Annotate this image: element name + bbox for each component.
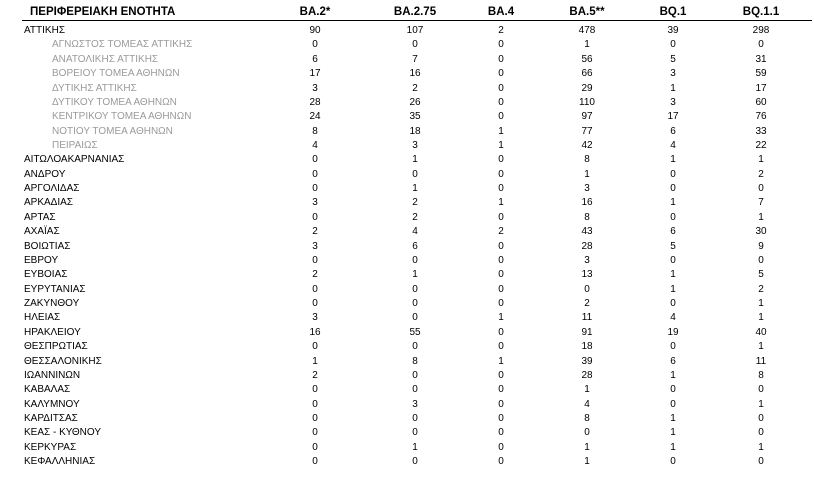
cell-value: 90 [309, 25, 321, 36]
cell-value: 31 [755, 53, 767, 65]
cell-value: 33 [755, 125, 767, 137]
cell-value: 1 [584, 39, 590, 51]
cell-value: 2 [312, 369, 318, 381]
cell-value: 0 [412, 413, 418, 424]
cell-value: 18 [581, 341, 593, 353]
cell-value: 35 [409, 111, 421, 123]
cell-value: 4 [412, 226, 418, 238]
cell-value: 28 [581, 369, 593, 381]
cell-value: 43 [581, 226, 593, 238]
table-row [22, 168, 812, 182]
cell-value: 39 [581, 355, 593, 367]
cell-value: 1 [412, 269, 418, 281]
cell-value: 0 [312, 384, 318, 396]
cell-value: 8 [584, 154, 590, 166]
table-subrow [22, 67, 812, 81]
cell-value: 59 [755, 68, 767, 80]
table-row [22, 426, 812, 440]
cell-value: 16 [581, 197, 593, 209]
cell-value: 28 [581, 240, 593, 252]
cell-value: 0 [312, 154, 318, 166]
cell-value: 6 [670, 226, 676, 238]
cell-value: 1 [584, 456, 590, 468]
table-header [22, 0, 812, 19]
cell-value: 0 [670, 298, 676, 309]
cell-value: 0 [498, 168, 504, 180]
cell-value: 0 [498, 427, 504, 439]
cell-value: 1 [758, 211, 764, 223]
cell-value: 6 [412, 240, 418, 252]
cell-value: 0 [670, 168, 676, 180]
cell-value: 6 [312, 53, 318, 65]
cell-value: 1 [670, 427, 676, 439]
cell-value: 8 [412, 355, 418, 367]
cell-value: 4 [312, 140, 318, 151]
cell-value: 2 [412, 82, 418, 94]
cell-value: 0 [758, 39, 764, 51]
table-row [22, 369, 812, 383]
header-bq11: BQ.1.1 [742, 6, 780, 18]
cell-value: 40 [755, 326, 767, 338]
cell-value: 2 [758, 283, 764, 295]
cell-value: 30 [755, 226, 767, 238]
cell-value: 2 [584, 298, 590, 309]
cell-value: 1 [670, 269, 676, 281]
cell-value: 1 [670, 154, 676, 166]
cell-value: 0 [312, 283, 318, 295]
table-subrow [22, 38, 812, 52]
cell-value: 0 [670, 39, 676, 51]
cell-value: 5 [758, 269, 764, 281]
region-name: ΑΝΑΤΟΛΙΚΗΣ ΑΤΤΙΚΗΣ [52, 53, 159, 65]
cell-value: 2 [412, 197, 418, 209]
cell-value: 66 [581, 68, 593, 80]
cell-value: 3 [670, 96, 676, 108]
cell-value: 5 [670, 53, 676, 65]
cell-value: 39 [667, 25, 679, 36]
cell-value: 0 [312, 211, 318, 223]
cell-value: 0 [758, 456, 764, 468]
cell-value: 0 [312, 183, 318, 195]
cell-value: 0 [498, 96, 504, 108]
header-ba5: BA.5** [569, 6, 605, 18]
cell-value: 11 [581, 312, 593, 324]
cell-value: 0 [412, 427, 418, 439]
cell-value: 0 [498, 369, 504, 381]
region-name: ΑΡΤΑΣ [24, 211, 56, 223]
cell-value: 60 [755, 96, 767, 108]
table-row [22, 355, 812, 369]
table-subrow [22, 139, 812, 153]
cell-value: 107 [406, 25, 424, 36]
cell-value: 6 [670, 355, 676, 367]
region-name: ΖΑΚΥΝΘΟΥ [24, 298, 80, 309]
cell-value: 0 [412, 384, 418, 396]
region-name: ΑΝΔΡΟΥ [24, 168, 66, 180]
cell-value: 0 [312, 39, 318, 51]
cell-value: 0 [498, 68, 504, 80]
cell-value: 0 [412, 341, 418, 353]
cell-value: 1 [584, 441, 590, 453]
cell-value: 0 [670, 211, 676, 223]
table-row [22, 441, 812, 455]
cell-value: 1 [670, 283, 676, 295]
cell-value: 0 [758, 413, 764, 424]
cell-value: 76 [755, 111, 767, 123]
table-subrow [22, 125, 812, 139]
cell-value: 0 [498, 53, 504, 65]
cell-value: 0 [758, 254, 764, 266]
cell-value: 3 [670, 68, 676, 80]
cell-value: 3 [584, 183, 590, 195]
table-row [22, 340, 812, 354]
table-row [22, 211, 812, 225]
cell-value: 0 [412, 312, 418, 324]
cell-value: 56 [581, 53, 593, 65]
cell-value: 0 [412, 39, 418, 51]
cell-value: 2 [758, 168, 764, 180]
cell-value: 8 [584, 413, 590, 424]
cell-value: 7 [758, 197, 764, 209]
cell-value: 1 [670, 369, 676, 381]
cell-value: 29 [581, 82, 593, 94]
region-name: ΗΡΑΚΛΕΙΟΥ [24, 326, 81, 338]
cell-value: 16 [409, 68, 421, 80]
cell-value: 1 [498, 312, 504, 324]
header-bq1: BQ.1 [659, 6, 687, 18]
cell-value: 0 [498, 82, 504, 94]
region-name: ΚΑΛΥΜΝΟΥ [24, 398, 80, 410]
region-name: ΔΥΤΙΚΟΥ ΤΟΜΕΑ ΑΘΗΝΩΝ [52, 96, 177, 108]
region-name: ΕΥΒΟΙΑΣ [24, 269, 68, 281]
cell-value: 1 [412, 154, 418, 166]
region-name: ΑΙΤΩΛΟΑΚΑΡΝΑΝΙΑΣ [24, 154, 125, 166]
cell-value: 1 [670, 197, 676, 209]
cell-value: 478 [578, 25, 596, 36]
cell-value: 4 [670, 140, 676, 151]
cell-value: 17 [309, 68, 321, 80]
region-name: ΚΕΦΑΛΛΗΝΙΑΣ [24, 456, 96, 468]
cell-value: 0 [498, 341, 504, 353]
region-name: ΑΡΓΟΛΙΔΑΣ [24, 183, 80, 195]
cell-value: 1 [498, 197, 504, 209]
table-row [22, 182, 812, 196]
cell-value: 0 [498, 326, 504, 338]
table-row [22, 311, 812, 325]
region-name: ΚΕΡΚΥΡΑΣ [24, 441, 77, 453]
cell-value: 8 [758, 369, 764, 381]
cell-value: 0 [670, 254, 676, 266]
cell-value: 1 [670, 413, 676, 424]
cell-value: 0 [584, 283, 590, 295]
cell-value: 16 [309, 326, 321, 338]
cell-value: 0 [498, 283, 504, 295]
cell-value: 0 [670, 456, 676, 468]
cell-value: 0 [670, 384, 676, 396]
cell-value: 91 [581, 326, 593, 338]
cell-value: 19 [667, 326, 679, 338]
cell-value: 1 [670, 441, 676, 453]
cell-value: 8 [584, 211, 590, 223]
cell-value: 0 [498, 183, 504, 195]
cell-value: 0 [312, 298, 318, 309]
cell-value: 0 [312, 441, 318, 453]
cell-value: 0 [498, 111, 504, 123]
cell-value: 0 [498, 254, 504, 266]
table-row [22, 196, 812, 210]
table-subrow [22, 82, 812, 96]
header-ba275: BA.2.75 [393, 6, 437, 18]
cell-value: 4 [670, 312, 676, 324]
cell-value: 2 [498, 25, 504, 36]
cell-value: 0 [412, 456, 418, 468]
header-region: ΠΕΡΙΦΕΡΕΙΑΚΗ ΕΝΟΤΗΤΑ [30, 6, 176, 18]
cell-value: 3 [584, 254, 590, 266]
cell-value: 3 [412, 140, 418, 151]
table-row [22, 283, 812, 297]
cell-value: 1 [312, 355, 318, 367]
cell-value: 0 [412, 369, 418, 381]
table-row [22, 254, 812, 268]
cell-value: 1 [584, 168, 590, 180]
region-name: ΕΒΡΟΥ [24, 254, 59, 266]
cell-value: 3 [312, 312, 318, 324]
cell-value: 2 [312, 269, 318, 281]
cell-value: 0 [312, 398, 318, 410]
cell-value: 97 [581, 111, 593, 123]
cell-value: 3 [312, 82, 318, 94]
cell-value: 0 [312, 427, 318, 439]
table-row [22, 153, 812, 167]
cell-value: 17 [667, 111, 679, 123]
cell-value: 0 [412, 283, 418, 295]
table-row [22, 398, 812, 412]
region-name: ΒΟΙΩΤΙΑΣ [24, 240, 71, 252]
cell-value: 0 [312, 413, 318, 424]
cell-value: 0 [498, 398, 504, 410]
region-name: ΗΛΕΙΑΣ [24, 312, 61, 324]
region-name: ΑΡΚΑΔΙΑΣ [24, 197, 73, 209]
cell-value: 0 [670, 183, 676, 195]
cell-value: 7 [412, 53, 418, 65]
cell-value: 0 [312, 456, 318, 468]
table-row [22, 412, 812, 426]
table-row [22, 326, 812, 340]
cell-value: 1 [758, 312, 764, 324]
cell-value: 298 [752, 25, 770, 36]
cell-value: 0 [498, 240, 504, 252]
region-name: ΔΥΤΙΚΗΣ ΑΤΤΙΚΗΣ [52, 82, 137, 94]
cell-value: 3 [312, 240, 318, 252]
cell-value: 1 [758, 298, 764, 309]
cell-value: 42 [581, 140, 593, 151]
region-name: ΑΓΝΩΣΤΟΣ ΤΟΜΕΑΣ ΑΤΤΙΚΗΣ [52, 39, 193, 51]
region-name: ΚΕΑΣ - ΚΥΘΝΟΥ [24, 427, 101, 439]
cell-value: 0 [498, 269, 504, 281]
region-name: ΠΕΙΡΑΙΩΣ [52, 140, 98, 151]
cell-value: 1 [498, 355, 504, 367]
region-name: ΑΤΤΙΚΗΣ [24, 25, 65, 36]
header-ba2: BA.2* [299, 6, 331, 18]
cell-value: 77 [581, 125, 593, 137]
table-subrow [22, 53, 812, 67]
region-name: ΚΑΡΔΙΤΣΑΣ [24, 413, 78, 424]
region-name: ΝΟΤΙΟΥ ΤΟΜΕΑ ΑΘΗΝΩΝ [52, 125, 173, 137]
cell-value: 1 [584, 384, 590, 396]
cell-value: 0 [412, 168, 418, 180]
cell-value: 0 [670, 398, 676, 410]
cell-value: 1 [498, 140, 504, 151]
cell-value: 2 [498, 226, 504, 238]
cell-value: 0 [498, 211, 504, 223]
cell-value: 1 [498, 125, 504, 137]
cell-value: 0 [312, 341, 318, 353]
cell-value: 0 [758, 384, 764, 396]
cell-value: 28 [309, 96, 321, 108]
table-subrow [22, 96, 812, 110]
cell-value: 1 [412, 441, 418, 453]
cell-value: 0 [412, 298, 418, 309]
cell-value: 18 [409, 125, 421, 137]
table-row [22, 297, 812, 311]
cell-value: 0 [312, 168, 318, 180]
cell-value: 26 [409, 96, 421, 108]
cell-value: 1 [758, 154, 764, 166]
cell-value: 2 [412, 211, 418, 223]
cell-value: 4 [584, 398, 590, 410]
cell-value: 1 [758, 341, 764, 353]
cell-value: 5 [670, 240, 676, 252]
cell-value: 0 [670, 341, 676, 353]
region-name: ΚΕΝΤΡΙΚΟΥ ΤΟΜΕΑ ΑΘΗΝΩΝ [52, 111, 192, 123]
cell-value: 0 [498, 298, 504, 309]
cell-value: 0 [498, 413, 504, 424]
cell-value: 3 [312, 197, 318, 209]
region-name: ΘΕΣΠΡΩΤΙΑΣ [24, 341, 88, 353]
cell-value: 0 [584, 427, 590, 439]
region-name: ΒΟΡΕΙΟΥ ΤΟΜΕΑ ΑΘΗΝΩΝ [52, 68, 180, 80]
cell-value: 0 [312, 254, 318, 266]
cell-value: 110 [579, 96, 595, 108]
cell-value: 0 [758, 427, 764, 439]
cell-value: 13 [581, 269, 593, 281]
cell-value: 0 [498, 39, 504, 51]
cell-value: 0 [498, 441, 504, 453]
cell-value: 1 [758, 441, 764, 453]
cell-value: 22 [755, 140, 767, 151]
header-divider [22, 20, 812, 21]
cell-value: 0 [412, 254, 418, 266]
cell-value: 8 [312, 125, 318, 137]
cell-value: 9 [758, 240, 764, 252]
table-row [22, 24, 812, 38]
table-row [22, 383, 812, 397]
table-row [22, 240, 812, 254]
cell-value: 3 [412, 398, 418, 410]
cell-value: 0 [498, 456, 504, 468]
cell-value: 24 [309, 111, 321, 123]
table-row [22, 268, 812, 282]
region-name: ΑΧΑΪΑΣ [24, 226, 60, 238]
region-name: ΚΑΒΑΛΑΣ [24, 384, 71, 396]
cell-value: 1 [670, 82, 676, 94]
table-subrow [22, 110, 812, 124]
region-name: ΙΩΑΝΝΙΝΩΝ [24, 369, 81, 381]
header-ba4: BA.4 [487, 6, 515, 18]
cell-value: 0 [498, 154, 504, 166]
region-name: ΕΥΡΥΤΑΝΙΑΣ [24, 283, 86, 295]
cell-value: 17 [755, 82, 767, 94]
cell-value: 1 [412, 183, 418, 195]
cell-value: 0 [498, 384, 504, 396]
cell-value: 6 [670, 125, 676, 137]
cell-value: 2 [312, 226, 318, 238]
cell-value: 1 [758, 398, 764, 410]
table-row [22, 455, 812, 469]
cell-value: 55 [409, 326, 421, 338]
table-row [22, 225, 812, 239]
cell-value: 0 [758, 183, 764, 195]
region-name: ΘΕΣΣΑΛΟΝΙΚΗΣ [24, 355, 102, 367]
cell-value: 11 [755, 355, 767, 367]
